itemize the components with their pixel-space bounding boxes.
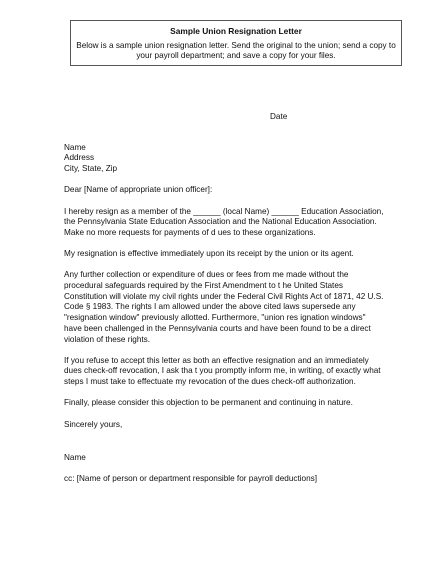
sender-city-line: City, State, Zip [64,164,118,174]
cc-line: cc: [Name of person or department responsible for payroll deductions] [64,474,318,484]
letter-date: Date [270,112,288,121]
salutation: Dear [Name of appropriate union officer]: [64,185,213,195]
paragraph-refusal: If you refuse to accept this letter as both an effective resignation and an immediately dues check-off revocation, I ask tha t you promptly inform me, in writing, of exactly what steps I must take to effectuate my revocation of the dues check-off authorization. [64,355,381,387]
instructions-box [70,20,402,66]
instructions-text: Below is a sample union resignation letter. Send the original to the union; send a copy to your payroll department; and save a copy for your files. [76,40,396,60]
paragraph-rights: Any further collection or expenditure of dues or fees from me made without the procedural safeguards required by the First Amendment to t he United States Constitution will violate my civil rights under the Federal Civil Rights Act of 1871, 42 U.S. Code § 1983. The rights I am allowed under the above cited laws supersede any "resignation window" previously allotted. Furthermore, "union res ignation windows" have been challenged in the Pennsylvania courts and have been found to be a direct violation of these rights. [64,270,384,344]
letter-body [64,112,384,496]
sender-block [64,143,384,175]
paragraph-effective: My resignation is effective immediately upon its receipt by the union or its agent. [64,249,354,259]
paragraph-resign: I hereby resign as a member of the ______ (local Name) ______ Education Association, the Pennsylvania State Education Association and the National Education Association. Make no more requests for payments of d ues to these organizations. [64,206,384,237]
signature-name: Name [64,453,86,463]
sender-address: Address [64,153,95,163]
paragraph-permanent: Finally, please consider this objection to be permanent and continuing in nature. [64,398,353,408]
sender-name: Name [64,142,86,152]
closing: Sincerely yours, [64,419,123,429]
document-title: Sample Union Resignation Letter [170,26,302,36]
